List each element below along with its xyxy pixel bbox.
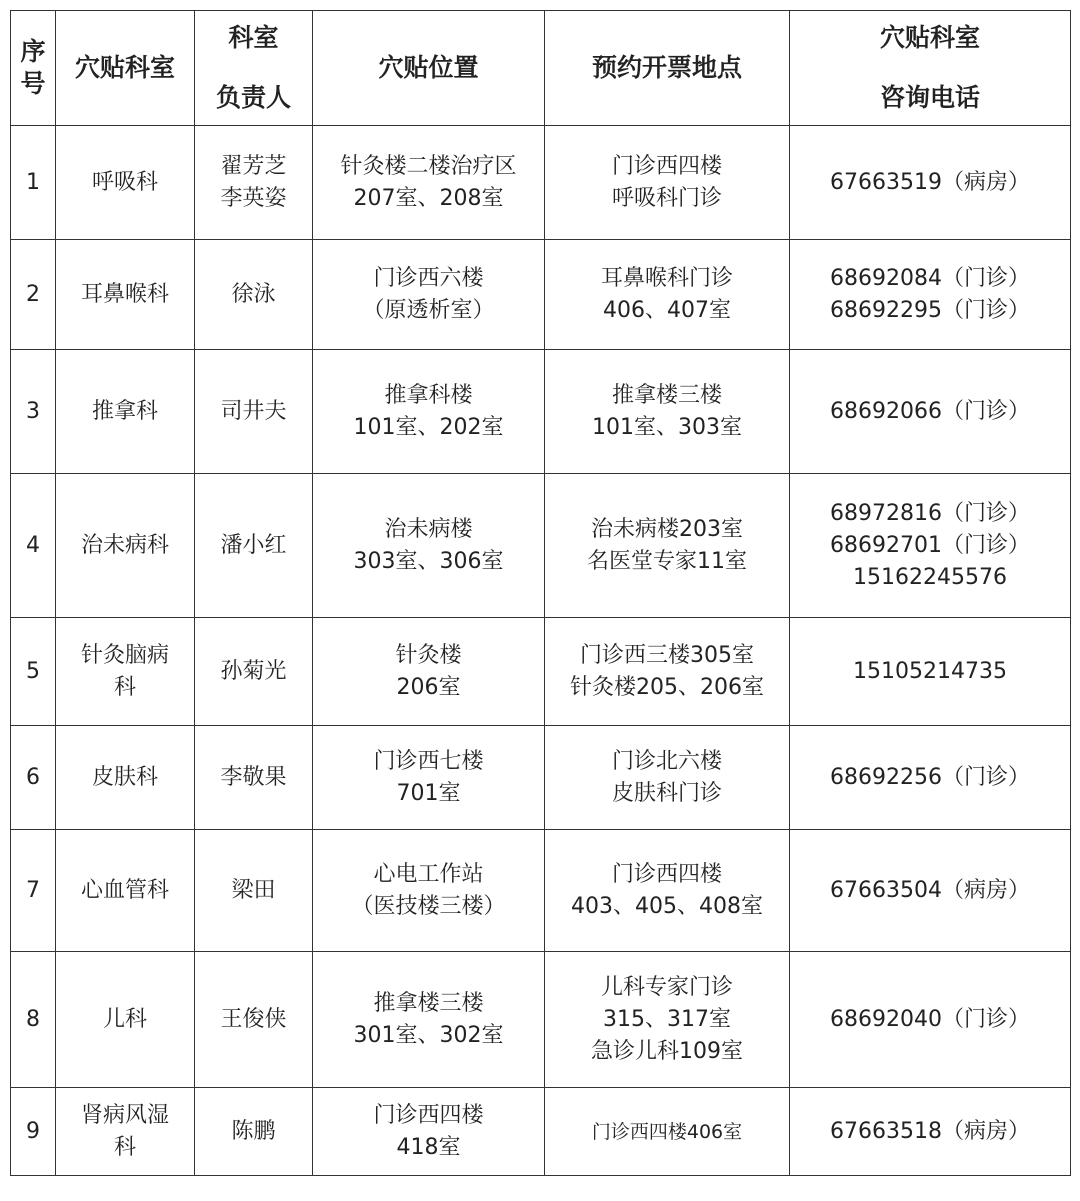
header-row [11, 11, 1071, 126]
cell-line: 门诊西三楼305室 [580, 642, 754, 668]
cell-line: 孙菊光 [220, 658, 287, 684]
cell-booking [545, 474, 790, 618]
cell-line: 门诊西四楼 [373, 1102, 484, 1128]
cell-dept [56, 240, 195, 350]
cell-booking [545, 618, 790, 726]
cell-line: 治未病楼 [384, 516, 473, 542]
cell-seq: 6 [11, 726, 56, 830]
cell-owner [195, 350, 313, 474]
cell-location [313, 350, 545, 474]
cell-phone [790, 618, 1071, 726]
header-owner [195, 11, 313, 126]
header-seq-line: 号 [20, 69, 46, 98]
cell-location [313, 618, 545, 726]
header-booking: 预约开票地点 [545, 11, 790, 126]
cell-line: 推拿科楼 [384, 382, 473, 408]
cell-line: 翟芳芝 [220, 153, 287, 179]
cell-dept [56, 350, 195, 474]
cell-line: （医技楼三楼） [351, 893, 506, 919]
table-row [11, 618, 1071, 726]
cell-booking [545, 350, 790, 474]
cell-dept [56, 952, 195, 1088]
cell-line: 呼吸科 [91, 169, 158, 195]
cell-line: 儿科 [102, 1006, 147, 1032]
cell-phone [790, 830, 1071, 952]
cell-dept [56, 726, 195, 830]
cell-dept [56, 1088, 195, 1176]
header-phone-line: 穴贴科室 [879, 23, 980, 52]
table-row [11, 350, 1071, 474]
cell-line: 治未病科 [80, 532, 169, 558]
cell-line: 68692295（门诊） [830, 297, 1030, 323]
cell-line: 67663504（病房） [830, 877, 1030, 903]
cell-line: 68692040（门诊） [830, 1006, 1030, 1032]
cell-line: 治未病楼203室 [591, 516, 743, 542]
cell-line: 门诊西四楼 [611, 861, 722, 887]
cell-line: 王俊侠 [220, 1006, 287, 1032]
cell-line: 潘小红 [220, 532, 287, 558]
table-row [11, 126, 1071, 240]
cell-line: 针灸楼205、206室 [570, 674, 764, 700]
cell-line: 68692084（门诊） [830, 265, 1030, 291]
cell-seq: 4 [11, 474, 56, 618]
cell-owner [195, 618, 313, 726]
table-row [11, 1088, 1071, 1176]
cell-line: 针灸楼二楼治疗区 [340, 153, 517, 179]
header-phone-line: 咨询电话 [879, 83, 980, 112]
cell-line: 推拿楼三楼 [611, 382, 722, 408]
cell-owner [195, 240, 313, 350]
cell-line: 耳鼻喉科门诊 [600, 265, 733, 291]
cell-line: 门诊北六楼 [611, 748, 722, 774]
header-location: 穴贴位置 [313, 11, 545, 126]
cell-line: 418室 [396, 1134, 461, 1160]
cell-line: 68692066（门诊） [830, 398, 1030, 424]
cell-phone [790, 726, 1071, 830]
cell-owner [195, 726, 313, 830]
cell-line: 针灸脑病 [80, 642, 169, 668]
table-row [11, 726, 1071, 830]
cell-owner [195, 952, 313, 1088]
cell-location [313, 726, 545, 830]
cell-line: （原透析室） [362, 297, 495, 323]
cell-line: 名医堂专家11室 [587, 548, 747, 574]
cell-line: 门诊西七楼 [373, 748, 484, 774]
cell-line: 儿科专家门诊 [600, 974, 733, 1000]
table-row [11, 474, 1071, 618]
cell-line: 406、407室 [603, 297, 731, 323]
cell-line: 68692701（门诊） [830, 532, 1030, 558]
cell-booking [545, 830, 790, 952]
cell-booking [545, 726, 790, 830]
cell-location [313, 474, 545, 618]
cell-line: 针灸楼 [395, 642, 462, 668]
cell-line: 101室、303室 [592, 414, 742, 440]
cell-phone [790, 952, 1071, 1088]
cell-seq: 5 [11, 618, 56, 726]
cell-location [313, 126, 545, 240]
cell-line: 15162245576 [853, 564, 1007, 590]
cell-seq: 9 [11, 1088, 56, 1176]
cell-seq: 7 [11, 830, 56, 952]
cell-line: 梁田 [231, 877, 276, 903]
header-owner-line: 负责人 [215, 83, 291, 112]
table-body [11, 126, 1071, 1176]
cell-line: 心电工作站 [373, 861, 484, 887]
cell-dept [56, 126, 195, 240]
cell-owner [195, 126, 313, 240]
cell-seq: 8 [11, 952, 56, 1088]
cell-line: 303室、306室 [353, 548, 504, 574]
cell-owner [195, 474, 313, 618]
table-row [11, 952, 1071, 1088]
cell-owner [195, 1088, 313, 1176]
cell-line: 耳鼻喉科 [80, 281, 169, 307]
cell-location [313, 830, 545, 952]
header-seq [11, 11, 56, 126]
cell-line: 陈鹏 [231, 1118, 276, 1144]
cell-booking [545, 952, 790, 1088]
cell-line: 心血管科 [80, 877, 169, 903]
cell-phone [790, 474, 1071, 618]
cell-line: 科 [113, 1134, 136, 1160]
cell-line: 301室、302室 [353, 1022, 504, 1048]
cell-line: 皮肤科门诊 [611, 780, 722, 806]
header-owner-line: 科室 [228, 23, 279, 52]
cell-phone [790, 240, 1071, 350]
cell-line: 701室 [396, 780, 461, 806]
cell-location [313, 240, 545, 350]
cell-owner [195, 830, 313, 952]
cell-booking [545, 1088, 790, 1176]
cell-phone [790, 126, 1071, 240]
cell-line: 科 [113, 674, 136, 700]
cell-line: 403、405、408室 [571, 893, 763, 919]
cell-line: 67663518（病房） [830, 1118, 1030, 1144]
cell-line: 15105214735 [853, 658, 1007, 684]
cell-line: 68692256（门诊） [830, 764, 1030, 790]
cell-booking [545, 240, 790, 350]
header-seq-line: 序 [20, 37, 46, 66]
cell-location [313, 1088, 545, 1176]
cell-line: 推拿科 [91, 398, 158, 424]
cell-line: 206室 [396, 674, 461, 700]
cell-line: 司井夫 [220, 398, 287, 424]
cell-booking [545, 126, 790, 240]
cell-line: 肾病风湿 [80, 1102, 169, 1128]
cell-line: 207室、208室 [353, 185, 504, 211]
cell-line: 李英姿 [220, 185, 287, 211]
cell-line: 徐泳 [231, 281, 276, 307]
cell-dept [56, 474, 195, 618]
cell-line: 门诊西四楼 [611, 153, 722, 179]
cell-phone [790, 1088, 1071, 1176]
cell-line: 68972816（门诊） [830, 500, 1030, 526]
cell-line: 101室、202室 [353, 414, 504, 440]
table-row [11, 240, 1071, 350]
cell-line: 门诊西六楼 [373, 265, 484, 291]
cell-phone [790, 350, 1071, 474]
cell-dept [56, 618, 195, 726]
acupoint-schedule-table [10, 10, 1071, 1176]
cell-seq: 1 [11, 126, 56, 240]
cell-line: 皮肤科 [91, 764, 158, 790]
cell-line: 呼吸科门诊 [611, 185, 722, 211]
cell-location [313, 952, 545, 1088]
header-dept: 穴贴科室 [56, 11, 195, 126]
cell-line: 门诊西四楼406室 [591, 1120, 743, 1143]
cell-line: 急诊儿科109室 [591, 1038, 743, 1064]
header-phone [790, 11, 1071, 126]
cell-seq: 3 [11, 350, 56, 474]
cell-line: 李敬果 [220, 764, 287, 790]
table-row [11, 830, 1071, 952]
cell-seq: 2 [11, 240, 56, 350]
cell-line: 推拿楼三楼 [373, 990, 484, 1016]
cell-line: 315、317室 [603, 1006, 731, 1032]
cell-line: 67663519（病房） [830, 169, 1030, 195]
cell-dept [56, 830, 195, 952]
